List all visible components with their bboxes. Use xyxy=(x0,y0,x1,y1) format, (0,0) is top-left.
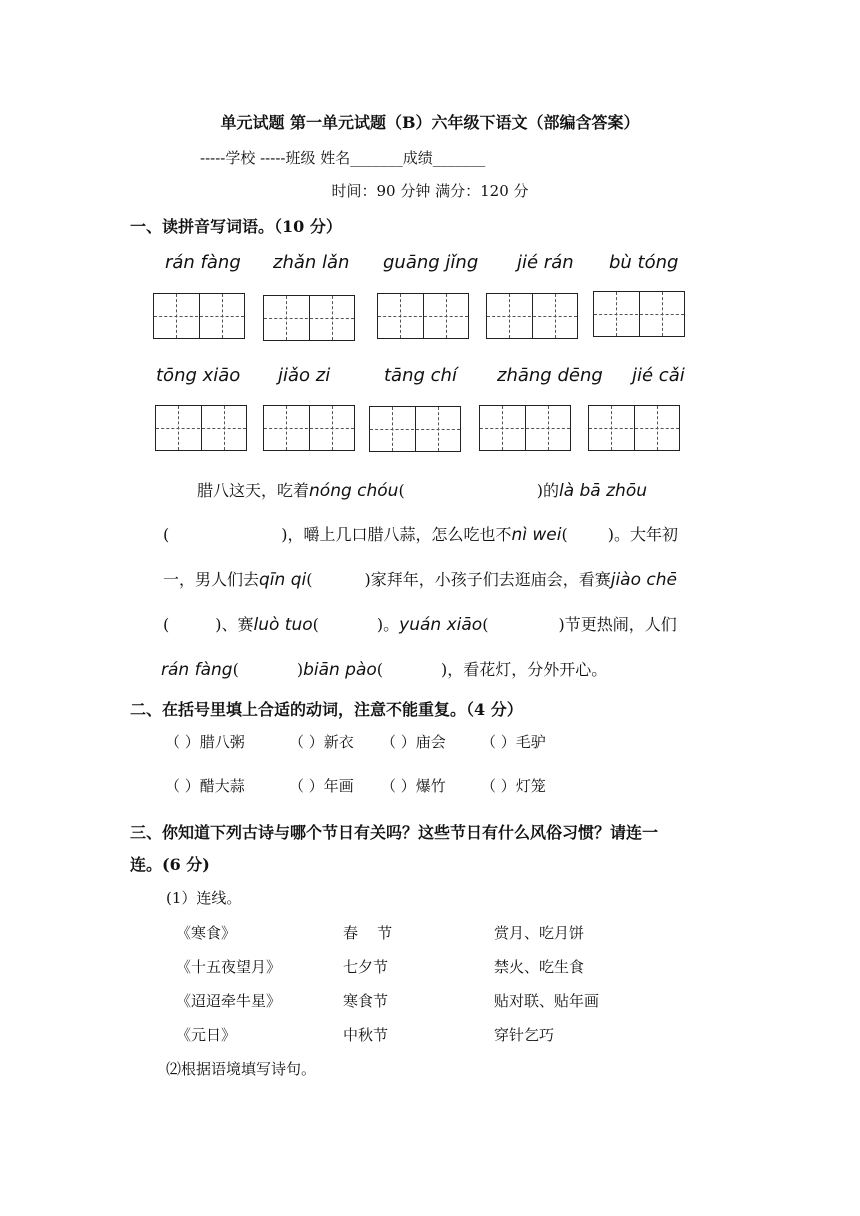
section3-heading-cont: 连。(6 分) xyxy=(130,855,210,874)
verb-fill-item[interactable]: （ ）年画 xyxy=(289,777,354,795)
writing-grid[interactable] xyxy=(479,405,571,451)
section2-heading: 二、在括号里填上合适的动词，注意不能重复。（4 分） xyxy=(130,700,523,719)
subquestion-1: (1）连线。 xyxy=(166,889,242,907)
writing-grid[interactable] xyxy=(593,291,685,337)
exam-time-line: 时间：90 分钟 满分：120 分 xyxy=(331,182,529,200)
pinyin-item: tāng chí xyxy=(384,365,457,386)
pinyin-item: guāng jǐng xyxy=(383,252,479,273)
pinyin-item: bù tóng xyxy=(609,252,679,273)
student-info-line: -----学校 -----班级 姓名_______成绩_______ xyxy=(200,149,486,167)
writing-grid[interactable] xyxy=(486,293,578,339)
verb-fill-item[interactable]: （ ）腊八粥 xyxy=(165,733,245,751)
poem-item[interactable]: 《迢迢牵牛星》 xyxy=(176,992,282,1010)
paragraph-line-3: 一，男人们去qīn qi( )家拜年，小孩子们去逛庙会，看赛jiào chē xyxy=(163,570,677,590)
verb-fill-item[interactable]: （ ）醋大蒜 xyxy=(165,777,245,795)
festival-item[interactable]: 春 节 xyxy=(343,924,393,942)
festival-item[interactable]: 七夕节 xyxy=(343,958,389,976)
pinyin-item: jiǎo zi xyxy=(278,365,331,386)
paragraph-line-4: ( )、赛luò tuo( )。yuán xiāo( )节更热闹，人们 xyxy=(163,615,677,635)
custom-item[interactable]: 贴对联、贴年画 xyxy=(494,992,600,1010)
section1-heading: 一、读拼音写词语。（10 分） xyxy=(130,217,342,236)
paragraph-line-1: 腊八这天，吃着nóng chóu( )的là bā zhōu xyxy=(197,481,647,501)
writing-grid[interactable] xyxy=(588,405,680,451)
pinyin-item: rán fàng xyxy=(165,252,241,273)
section3-heading: 三、你知道下列古诗与哪个节日有关吗？这些节日有什么风俗习惯？请连一 xyxy=(130,823,659,842)
verb-fill-item[interactable]: （ ）爆竹 xyxy=(381,777,446,795)
festival-item[interactable]: 中秋节 xyxy=(343,1026,389,1044)
verb-fill-item[interactable]: （ ）灯笼 xyxy=(481,777,546,795)
writing-grid[interactable] xyxy=(377,293,469,339)
custom-item[interactable]: 穿针乞巧 xyxy=(494,1026,555,1044)
pinyin-item: zhǎn lǎn xyxy=(273,252,350,273)
pinyin-item: zhāng dēng xyxy=(497,365,603,386)
verb-fill-item[interactable]: （ ）庙会 xyxy=(381,733,446,751)
custom-item[interactable]: 禁火、吃生食 xyxy=(494,958,585,976)
poem-item[interactable]: 《十五夜望月》 xyxy=(176,958,282,976)
writing-grid[interactable] xyxy=(153,293,245,339)
writing-grid[interactable] xyxy=(263,295,355,341)
festival-item[interactable]: 寒食节 xyxy=(343,992,389,1010)
custom-item[interactable]: 赏月、吃月饼 xyxy=(494,924,585,942)
writing-grid[interactable] xyxy=(155,405,247,451)
verb-fill-item[interactable]: （ ）新衣 xyxy=(289,733,354,751)
verb-fill-item[interactable]: （ ）毛驴 xyxy=(481,733,546,751)
poem-item[interactable]: 《寒食》 xyxy=(176,924,237,942)
writing-grid[interactable] xyxy=(263,405,355,451)
page-title: 单元试题 第一单元试题（B）六年级下语文（部编含答案） xyxy=(220,113,640,132)
subquestion-2: ⑵根据语境填写诗句。 xyxy=(166,1060,317,1078)
pinyin-item: jié rán xyxy=(517,252,574,273)
poem-item[interactable]: 《元日》 xyxy=(176,1026,237,1044)
paragraph-line-5: rán fàng( )biān pào( )，看花灯，分外开心。 xyxy=(161,660,608,680)
pinyin-item: tōng xiāo xyxy=(156,365,241,386)
paragraph-line-2: ( )，嚼上几口腊八蒜，怎么吃也不nì wei( )。大年初 xyxy=(163,525,678,545)
writing-grid[interactable] xyxy=(369,406,461,452)
pinyin-item: jié cǎi xyxy=(632,365,685,386)
